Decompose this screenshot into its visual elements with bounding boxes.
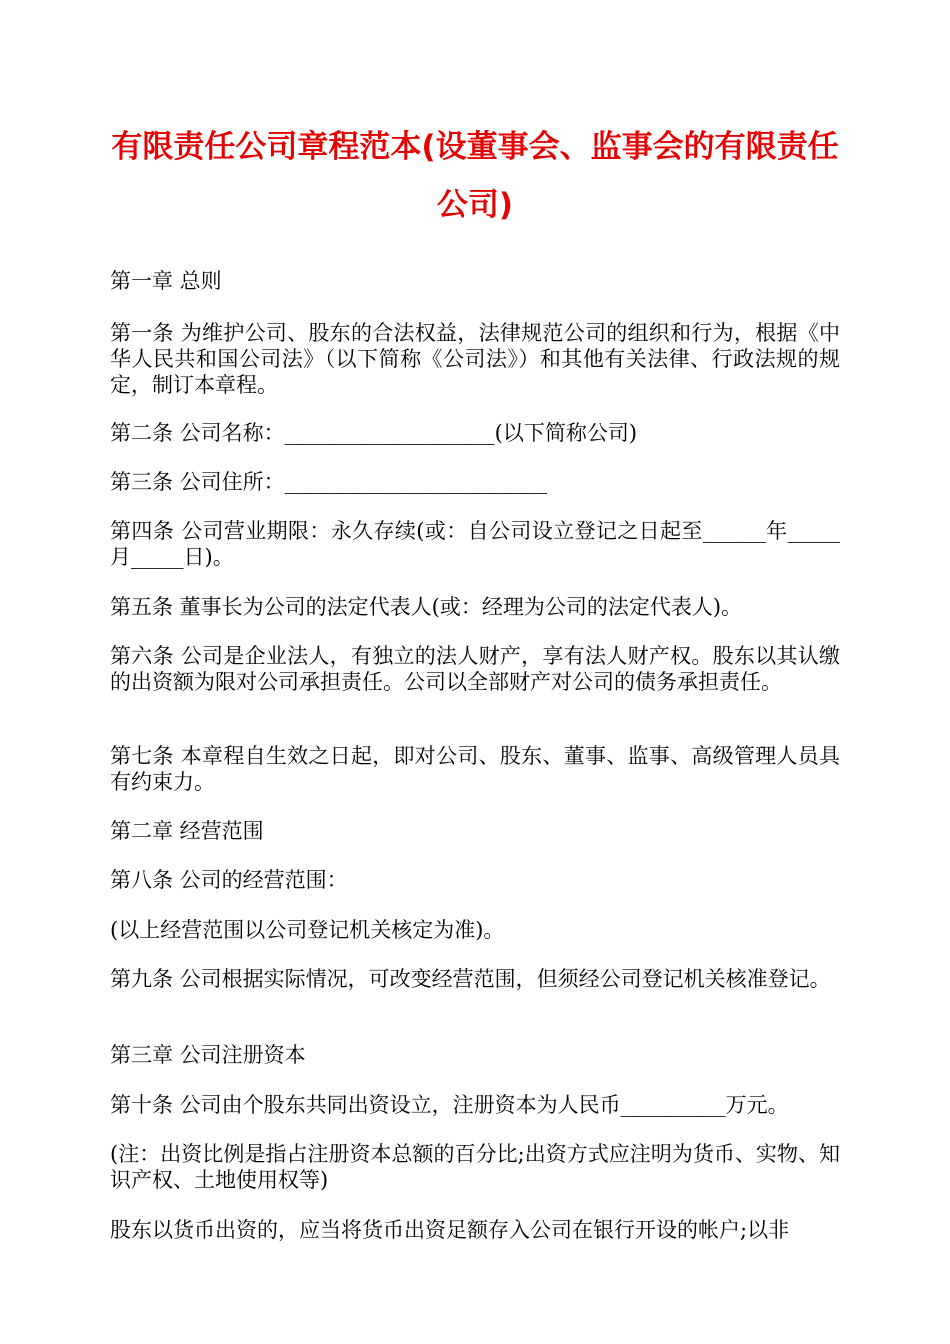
article-9: 第九条 公司根据实际情况，可改变经营范围，但须经公司登记机关核准登记。 xyxy=(110,967,831,991)
chapter-3-heading: 第三章 公司注册资本 xyxy=(110,1043,306,1067)
document-title: 有限责任公司章程范本(设董事会、监事会的有限责任公司) xyxy=(111,129,839,223)
article-10: 第十条 公司由个股东共同出资设立，注册资本为人民币__________万元。 xyxy=(110,1093,789,1117)
article-3: 第三条 公司住所：_________________________ xyxy=(110,470,548,494)
chapter-1-heading: 第一章 总则 xyxy=(110,269,222,293)
capital-contribution-note: (注：出资比例是指占注册资本总额的百分比;出资方式应注明为货币、实物、知识产权、土地使用权等) xyxy=(110,1142,840,1192)
article-8: 第八条 公司的经营范围： xyxy=(110,868,348,892)
monetary-contribution-paragraph: 股东以货币出资的，应当将货币出资足额存入公司在银行开设的帐户;以非 xyxy=(110,1218,790,1242)
chapter-2-heading: 第二章 经营范围 xyxy=(110,819,264,843)
business-scope-note: (以上经营范围以公司登记机关核定为准)。 xyxy=(110,918,505,942)
article-4: 第四条 公司营业期限：永久存续(或：自公司设立登记之日起至______年_____月_____日)。 xyxy=(110,519,840,569)
article-5: 第五条 董事长为公司的法定代表人(或：经理为公司的法定代表人)。 xyxy=(110,595,743,619)
article-1: 第一条 为维护公司、股东的合法权益，法律规范公司的组织和行为，根据《中华人民共和国公司法》（以下简称《公司法》）和其他有关法律、行政法规的规定，制订本章程。 xyxy=(110,321,840,397)
article-7: 第七条 本章程自生效之日起，即对公司、股东、董事、监事、高级管理人员具有约束力。 xyxy=(110,744,840,794)
article-6: 第六条 公司是企业法人，有独立的法人财产，享有法人财产权。股东以其认缴的出资额为限对公司承担责任。公司以全部财产对公司的债务承担责任。 xyxy=(110,644,840,694)
article-2: 第二条 公司名称：____________________(以下简称公司) xyxy=(110,421,638,445)
